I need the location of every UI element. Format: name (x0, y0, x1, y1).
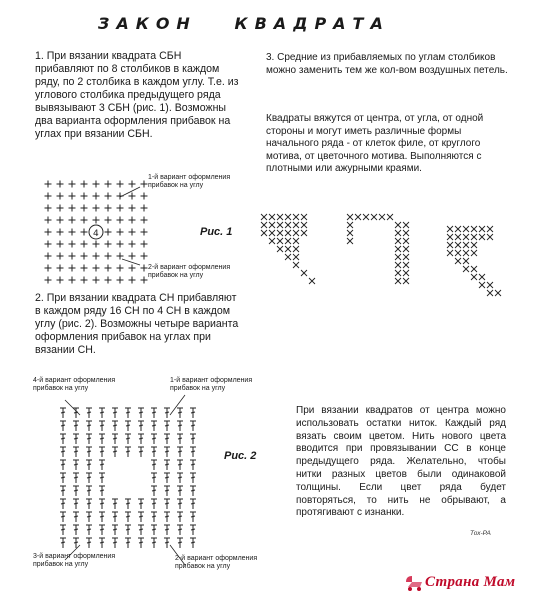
dc-stitch-bar (165, 451, 169, 452)
dc-stitch-bar (61, 542, 65, 543)
dc-stitch-bar (74, 438, 78, 439)
dc-stitch-bar (74, 425, 78, 426)
dc-stitch-bar (178, 477, 182, 478)
dc-stitch-bar (139, 412, 143, 413)
dc-stitch-bar (139, 451, 143, 452)
dc-stitch-bar (165, 412, 169, 413)
dc-stitch-bar (126, 503, 130, 504)
square-shapes-diagram (258, 205, 528, 355)
dc-stitch-bar (113, 451, 117, 452)
page-title: ЗАКОН КВАДРАТА (98, 14, 390, 33)
dc-stitch-bar (100, 477, 104, 478)
dc-stitch-bar (61, 425, 65, 426)
dc-stitch-bar (87, 542, 91, 543)
fig2-label-variant-1: 1-й вариант оформления прибавок на углу (170, 377, 253, 392)
dc-stitch-bar (126, 425, 130, 426)
dc-stitch-bar (178, 451, 182, 452)
dc-stitch-bar (152, 477, 156, 478)
dc-stitch-bar (61, 490, 65, 491)
dc-stitch-bar (126, 451, 130, 452)
fig1-center-label: 4 (93, 229, 99, 239)
dc-stitch-bar (191, 438, 195, 439)
dc-stitch-bar (178, 542, 182, 543)
dc-stitch-bar (87, 490, 91, 491)
fig2-caption: Рис. 2 (224, 450, 257, 462)
paragraph-square-types: Квадраты вяжутся от центра, от угла, от одной стороны и могут иметь различные формы начального ряда - от клеток филе, от круглого мотива, от цветочного мотива. Выполняются с плотными или ажурными краями. (266, 113, 484, 174)
dc-stitch-bar (61, 412, 65, 413)
fig1-label-variant-2: 2-й вариант оформления прибавок на углу (148, 264, 231, 279)
dc-stitch-bar (74, 503, 78, 504)
dc-stitch-bar (113, 529, 117, 530)
dc-stitch-bar (100, 425, 104, 426)
dc-stitch-bar (126, 542, 130, 543)
dc-stitch-bar (152, 542, 156, 543)
dc-stitch-bar (165, 529, 169, 530)
shapes-cross-grid (261, 214, 501, 296)
dc-stitch-bar (113, 542, 117, 543)
fig2-label-variant-2: 2-й вариант оформления прибавок на углу (175, 555, 258, 570)
dc-stitch-bar (165, 438, 169, 439)
dc-stitch-bar (74, 516, 78, 517)
dc-stitch-bar (152, 529, 156, 530)
dc-stitch-bar (113, 503, 117, 504)
brand-name: Страна Мам (425, 574, 516, 590)
dc-stitch-bar (191, 477, 195, 478)
dc-stitch-bar (165, 542, 169, 543)
dc-stitch-bar (165, 477, 169, 478)
brand-logo (404, 574, 424, 596)
dc-stitch-bar (87, 412, 91, 413)
dc-stitch-bar (139, 516, 143, 517)
dc-stitch-bar (126, 412, 130, 413)
dc-stitch-bar (191, 529, 195, 530)
dc-stitch-bar (152, 464, 156, 465)
dc-stitch-bar (191, 503, 195, 504)
dc-stitch-bar (87, 464, 91, 465)
dc-stitch-bar (178, 464, 182, 465)
dc-stitch-bar (74, 464, 78, 465)
paragraph-sbn-square: 1. При вязании квадрата СБН прибавляют по 8 столбиков в каждом ряду, по 2 столбика в каждом углу. Т.е. из углового столбика предыдущего ряда вывязывают 3 СБН (рис. 1). Возможны два варианта оформления прибавок на углах при вязании СБН. (35, 50, 239, 140)
dc-stitch-bar (152, 451, 156, 452)
dc-stitch-bar (61, 438, 65, 439)
dc-stitch-bar (152, 425, 156, 426)
fig2-stitch-grid (60, 408, 196, 548)
dc-stitch-bar (191, 516, 195, 517)
dc-stitch-bar (152, 438, 156, 439)
fig1-label-variant-1: 1-й вариант оформления прибавок на углу (148, 174, 231, 189)
dc-stitch-bar (100, 451, 104, 452)
dc-stitch-bar (178, 438, 182, 439)
dc-stitch-bar (100, 516, 104, 517)
dc-stitch-bar (100, 438, 104, 439)
dc-stitch-bar (165, 464, 169, 465)
stroller-icon (404, 574, 424, 592)
dc-stitch-bar (87, 425, 91, 426)
dc-stitch-bar (87, 503, 91, 504)
dc-stitch-bar (139, 542, 143, 543)
author-signature: Тох-РА (470, 530, 491, 537)
fig2-label-variant-3: 3-й вариант оформления прибавок на углу (33, 553, 116, 568)
dc-stitch-bar (152, 503, 156, 504)
dc-stitch-bar (100, 464, 104, 465)
dc-stitch-bar (165, 503, 169, 504)
dc-stitch-bar (139, 503, 143, 504)
dc-stitch-bar (74, 477, 78, 478)
dc-stitch-bar (191, 425, 195, 426)
dc-stitch-bar (61, 529, 65, 530)
dc-stitch-bar (100, 529, 104, 530)
dc-stitch-bar (139, 425, 143, 426)
dc-stitch-bar (191, 464, 195, 465)
dc-stitch-bar (113, 425, 117, 426)
dc-stitch-bar (100, 490, 104, 491)
dc-stitch-bar (74, 542, 78, 543)
dc-stitch-bar (126, 438, 130, 439)
dc-stitch-bar (139, 529, 143, 530)
dc-stitch-bar (100, 412, 104, 413)
dc-stitch-bar (126, 516, 130, 517)
dc-stitch-bar (87, 529, 91, 530)
dc-stitch-bar (61, 451, 65, 452)
dc-stitch-bar (61, 477, 65, 478)
dc-stitch-bar (61, 516, 65, 517)
paragraph-chain-replacement: 3. Средние из прибавляемых по углам столбиков можно заменить тем же кол-вом воздушных петель. (266, 52, 508, 76)
dc-stitch-bar (113, 516, 117, 517)
dc-stitch-bar (100, 542, 104, 543)
dc-stitch-bar (165, 490, 169, 491)
dc-stitch-bar (87, 516, 91, 517)
dc-stitch-bar (178, 425, 182, 426)
dc-stitch-bar (74, 451, 78, 452)
dc-stitch-bar (87, 451, 91, 452)
paragraph-sn-square: 2. При вязании квадрата СН прибавляют в каждом ряду 16 СН по 4 СН в каждом углу (рис. 2). Возможны четыре варианта оформления прибавок на углах при вязании СН. (35, 292, 239, 356)
dc-stitch-bar (113, 412, 117, 413)
dc-stitch-bar (178, 503, 182, 504)
dc-stitch-bar (87, 477, 91, 478)
dc-stitch-bar (191, 542, 195, 543)
dc-stitch-bar (191, 490, 195, 491)
dc-stitch-bar (178, 412, 182, 413)
paragraph-color-tips: При вязании квадратов от центра можно использовать остатки ниток. Каждый ряд вязать своим цветом. Нить нового цвета вводится при провязывании СС в конце предыдущего ряда. Желательно, чтобы нитки разных цветов были одинаковой толщины. Если цвет ряда будет повторяться, то нить не обрывают, а протягивают с изнанки. (296, 405, 506, 519)
dc-stitch-bar (152, 516, 156, 517)
dc-stitch-bar (61, 464, 65, 465)
dc-stitch-bar (139, 438, 143, 439)
fig1-pointer-2 (122, 259, 140, 265)
dc-stitch-bar (191, 451, 195, 452)
dc-stitch-bar (178, 490, 182, 491)
dc-stitch-bar (74, 490, 78, 491)
dc-stitch-bar (61, 503, 65, 504)
dc-stitch-bar (87, 438, 91, 439)
dc-stitch-bar (165, 425, 169, 426)
dc-stitch-bar (191, 412, 195, 413)
dc-stitch-bar (165, 516, 169, 517)
dc-stitch-bar (178, 529, 182, 530)
dc-stitch-bar (100, 503, 104, 504)
dc-stitch-bar (178, 516, 182, 517)
fig2-label-variant-4: 4-й вариант оформления прибавок на углу (33, 377, 116, 392)
dc-stitch-bar (74, 529, 78, 530)
dc-stitch-bar (152, 412, 156, 413)
dc-stitch-bar (126, 529, 130, 530)
fig1-caption: Рис. 1 (200, 226, 233, 238)
dc-stitch-bar (113, 438, 117, 439)
fig2-pointer-1 (170, 395, 185, 415)
dc-stitch-bar (152, 490, 156, 491)
